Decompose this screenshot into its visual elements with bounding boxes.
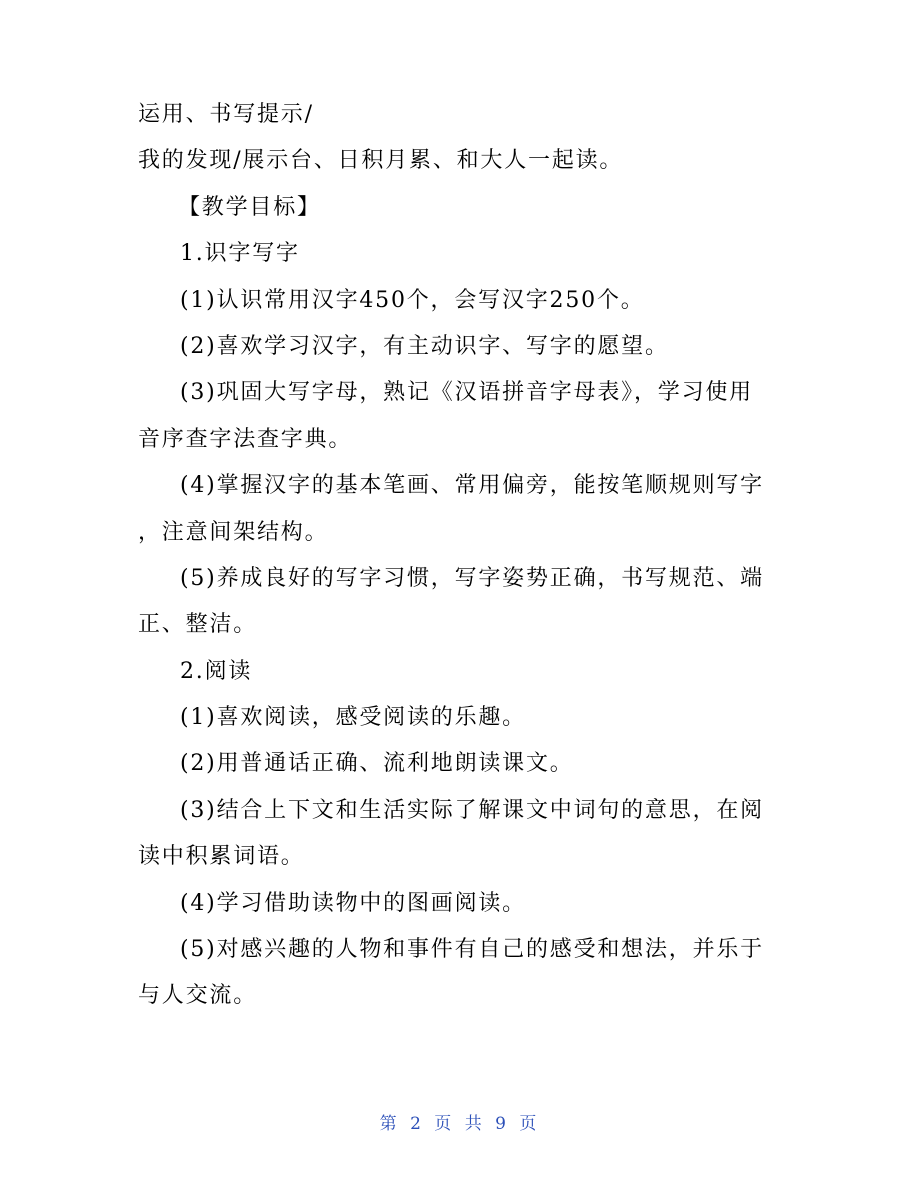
text-line: (4)学习借助读物中的图画阅读。 [180, 890, 526, 916]
text-line: (5)养成良好的写字习惯，写字姿势正确，书写规范、端 [180, 565, 764, 591]
text-line: (1)喜欢阅读，感受阅读的乐趣。 [180, 705, 526, 731]
document-body [138, 104, 778, 1032]
text-line: (2)喜欢学习汉字，有主动识字、写字的愿望。 [180, 333, 669, 359]
section-heading: 【教学目标】 [178, 194, 321, 220]
page-number-footer: 第 2 页 共 9 页 [379, 1114, 541, 1134]
text-line: ，注意间架结构。 [138, 519, 329, 545]
text-line: (3)结合上下文和生活实际了解课文中词句的意思，在阅 [180, 797, 764, 823]
subsection-heading: 2.阅读 [180, 658, 253, 684]
text-line: 音序查字法查字典。 [138, 426, 353, 452]
text-line: 正、整洁。 [138, 612, 258, 638]
text-line: 运用、书写提示/ [138, 102, 314, 127]
text-line: 与人交流。 [138, 983, 258, 1009]
text-line: (2)用普通话正确、流利地朗读课文。 [180, 751, 574, 777]
text-line: (3)巩固大写字母，熟记《汉语拼音字母表》，学习使用 [180, 380, 753, 406]
text-line: (5)对感兴趣的人物和事件有自己的感受和想法，并乐于 [180, 937, 764, 963]
text-line: 我的发现/展示台、日积月累、和大人一起读。 [138, 148, 624, 174]
text-line: (4)掌握汉字的基本笔画、常用偏旁，能按笔顺规则写字 [180, 473, 764, 499]
text-line: (1)认识常用汉字450个，会写汉字250个。 [180, 287, 645, 313]
subsection-heading: 1.识字写字 [180, 241, 300, 267]
text-line: 读中积累词语。 [138, 844, 305, 870]
